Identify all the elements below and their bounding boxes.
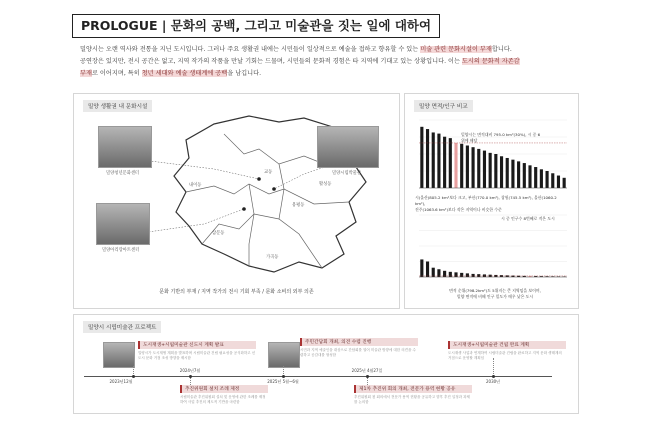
map-caption: 문화 기반의 부재 / 지역 작가의 전시 기회 부족 / 문화 소비의 외부 의존 [159,289,314,295]
chart-text-2: 면적 순위(798.2km²)도 5위지는 큰 지역임을 보이며, 밀양 면적에 비해 인구 밀도가 매우 낮은 도시 [449,288,541,299]
event-desc-4: 추진위원회 첫 회의에서 전문가 용역 현황을 공유하고 향후 추진 일정과 과제를 논의함 [354,395,470,404]
chart-bar [472,147,475,188]
timeline-photo-1 [103,342,135,368]
chart-bar [494,154,497,188]
photo-caption-3: 밀양아리랑아트센터 [102,248,140,253]
timeline-tick-5 [493,358,494,376]
connector-line-3 [134,209,244,234]
timeline-axis [84,376,552,377]
timeline-dot-2 [189,375,192,378]
facility-marker-3 [242,207,246,211]
chart-bar [437,134,440,188]
intro-highlight-3: 부재 [80,70,92,77]
timeline-dot-1 [132,375,135,378]
chart-bar [546,171,549,188]
event-title-2: 추진위원회 설치 조례 제정 [180,385,268,393]
timeline-year-2: 2024년7월 [179,368,201,373]
district-label-hwalseong: 활성동 [319,182,332,187]
event-desc-2: 시립미술관 추진위원회 설치 및 운영에 관한 조례를 제정하여 사업 추진의 제도적 기반을 마련함 [180,395,266,404]
district-label-gyo: 교동 [264,170,273,175]
timeline-dot-4 [366,375,369,378]
event-desc-1: 밀양시가 도시재생 계획을 발표하며 시립미술관 건립 필요성을 공식화하고 신도시 문화 거점 조성 방향을 제시함 [138,351,256,360]
chart-note-1: 밀양시는 면적대비 795.0 km²(30%), 시 중 6위에 해당 [461,132,541,143]
photo-caption-1: 밀양청년문화센터 [106,171,140,176]
photo-youth-culture-center [98,126,152,168]
district-border-2 [186,184,349,204]
chart-bar [534,167,537,188]
district-label-sammun: 삼문동 [212,231,225,236]
chart-bar [528,165,531,188]
chart-bar [540,169,543,188]
chart-bar [420,127,423,188]
timeline-year-4: 2025년 4월27일 [351,368,383,373]
chart-card-label: 밀양 면적/인구 비교 [414,100,473,112]
chart-bar [517,161,520,188]
chart-bar [477,274,480,277]
map-card-label: 밀양 생활권 내 문화시설 [83,100,152,112]
intro-line3-end: 을 남깁니다. [227,70,262,77]
area-population-card [404,93,579,309]
event-title-4: 제1차 추진위 회의 개최, 전문가 용역 현황 공유 [354,385,472,393]
photo-city-museum [317,126,379,168]
connector-line-1 [134,159,259,179]
chart-bar [523,163,526,188]
event-title-3: 주민간담회 개최, 의견 수렴 진행 [300,338,418,346]
chart-bar [454,143,457,188]
chart-bar [477,149,480,188]
district-border-3 [202,214,322,268]
area-bar-chart [413,116,571,194]
district-border-5 [279,164,284,219]
intro-highlight-2: 도시의 문화적 자존감 [461,58,520,65]
timeline-year-5: 2030년 [485,379,501,384]
facility-marker-2 [272,187,276,191]
intro-text [80,44,590,80]
district-label-naei: 내이동 [189,183,202,188]
chart-bar [489,153,492,188]
chart-bar [460,273,463,277]
event-title-1: 도시재생+시립미술관 신도시 계획 발표 [138,341,256,349]
chart-bar [426,129,429,188]
chart-bar [466,146,469,189]
chart-bar [483,151,486,188]
event-desc-3: 시민과 지역 예술인을 대상으로 간담회를 열어 미술관 방향에 대한 의견을 수렴하고 공감대를 형성함 [300,348,416,357]
chart-bar [443,137,446,188]
project-timeline-card [73,314,579,414]
district-label-yongpyeong: 용평동 [292,203,305,208]
chart-bar [551,173,554,188]
intro-line3: 로 이어지며, 특히 [91,70,142,77]
photo-arirang-art-center [96,203,150,245]
cultural-facility-map-card [73,93,400,309]
chart-bar [472,274,475,277]
timeline-event-1 [138,341,256,361]
chart-bar [557,176,560,188]
chart-bar [454,272,457,277]
chart-bar [483,274,486,277]
intro-line1: 밀양시는 오랜 역사와 전통을 지닌 도시입니다. 그러나 주요 생활권 내에는 시민들이 일상적으로 예술을 접하고 향유할 수 있는 [80,46,421,53]
district-border-4 [249,184,254,266]
timeline-event-3 [300,338,418,358]
chart-bar [500,156,503,188]
chart-bar [420,259,423,277]
page-title: PROLOGUE | 문화의 공백, 그리고 미술관을 짓는 일에 대하여 [72,14,440,38]
intro-line1-end: 합니다. [491,46,512,53]
chart-bar [432,268,435,277]
facility-marker-1 [257,177,261,181]
photo-caption-2: 밀양시립박물관 [332,171,362,176]
district-border-1 [224,134,329,166]
timeline-dot-3 [282,375,285,378]
chart-bar [426,262,429,278]
timeline-event-5 [448,341,566,361]
timeline-tick-2 [190,377,191,385]
timeline-event-4 [354,385,472,405]
timeline-dot-5 [492,375,495,378]
timeline-year-3: 2025년 5월~6월 [267,379,299,384]
timeline-photo-2 [268,342,300,368]
timeline-card-label: 밀양시 시립미술관 프로젝트 [83,321,161,333]
chart-bar [432,132,435,188]
timeline-event-2 [180,385,268,405]
district-label-gagok: 가곡동 [266,255,279,260]
chart-bar [449,272,452,277]
chart-note-2: 시 중 인구수 8번째로 적은 도시 [501,216,555,221]
chart-bar [449,138,452,188]
chart-text-1: 시(울산)805.2 km²보다 크고, 부산(770.0 km²), 창원(745.5 km²), 울산(1060.2 km²), 진주(1063.6 km²)보다 작은 지역이나 비슷한 수준 [415,195,557,212]
event-title-5: 도시재생+시립미술관 건립 완료 계획 [448,341,566,349]
intro-highlight-4: 청년 세대와 예술 생태계에 공백 [141,70,228,77]
intro-line2: 공연장은 있지만, 전시 공간은 없고, 지역 작가의 작품을 만날 기회는 드물며, 시민들의 문화적 경험은 타 지역에 기대고 있는 상황입니다. 이는 [80,58,462,65]
chart-bar [460,144,463,188]
chart-bar [466,273,469,277]
timeline-year-1: 2023년12월 [109,379,133,384]
chart-bar [511,160,514,188]
intro-highlight-1: 미술 관련 문화시설이 부재 [420,46,492,53]
chart-bar [506,158,509,188]
timeline-tick-4 [367,377,368,385]
chart-bar [563,178,566,188]
event-desc-5: 도시재생 사업과 연계하여 시립미술관 건립을 완료하고 지역 문화 생태계의 거점으로 운영할 계획임 [448,351,562,360]
